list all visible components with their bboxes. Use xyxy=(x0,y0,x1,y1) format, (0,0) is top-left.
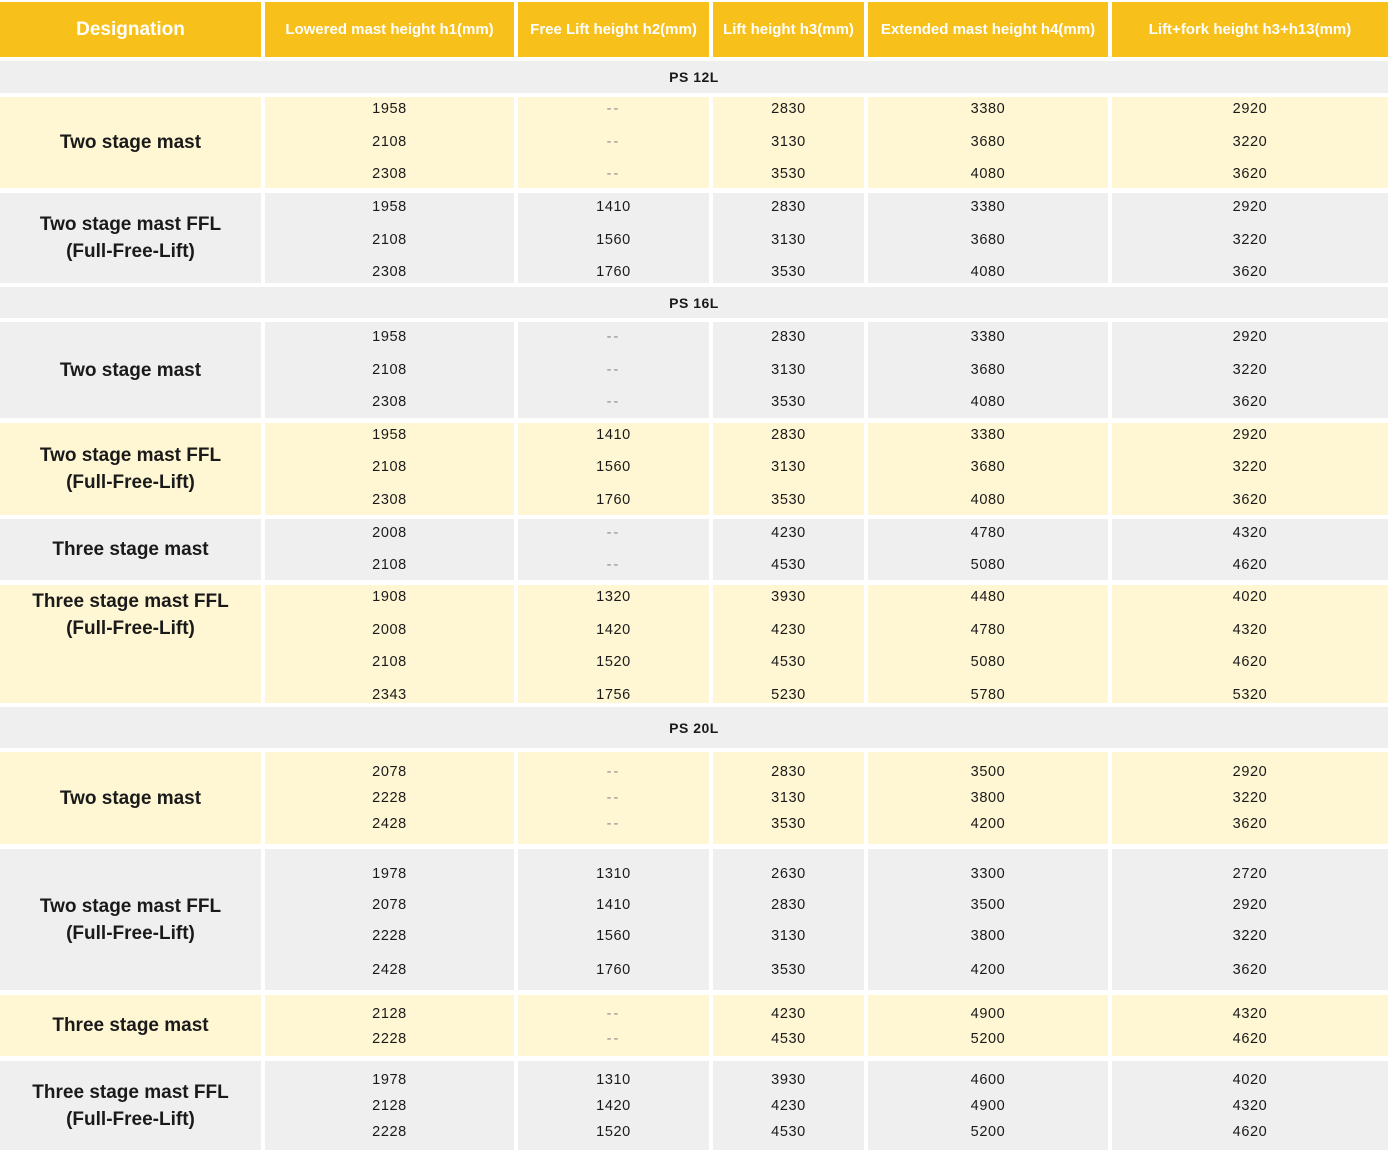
value-cell xyxy=(1112,1061,1388,1150)
cell-value: 1978 xyxy=(372,1072,407,1088)
cell-value: 5780 xyxy=(970,687,1006,703)
cell-value: 2630 xyxy=(771,866,806,882)
designation-cell xyxy=(0,849,261,990)
cell-value: 3500 xyxy=(970,764,1006,780)
column-header: Designation xyxy=(0,2,261,57)
cell-value: 2830 xyxy=(771,427,806,443)
value-cell xyxy=(868,97,1108,188)
cell-value: 1310 xyxy=(596,866,631,882)
cell-value: -- xyxy=(606,394,621,410)
cell-value: 2128 xyxy=(372,1098,407,1114)
cell-value: 3220 xyxy=(1232,232,1268,248)
cell-value: 4900 xyxy=(970,1098,1006,1114)
designation-cell xyxy=(0,423,261,515)
value-cell xyxy=(518,1061,709,1150)
designation-label: Two stage mast FFL (Full-Free-Lift) xyxy=(39,445,222,493)
cell-value: 3680 xyxy=(970,459,1006,475)
value-cell xyxy=(1112,995,1388,1056)
cell-value: 1958 xyxy=(372,101,407,117)
cell-value: 2228 xyxy=(372,928,407,944)
cell-value: 2720 xyxy=(1232,866,1268,882)
cell-value: 1560 xyxy=(596,928,631,944)
cell-value: 4200 xyxy=(970,962,1006,978)
cell-value: 1958 xyxy=(372,329,407,345)
cell-value: 2920 xyxy=(1232,101,1268,117)
cell-value: 3500 xyxy=(970,897,1006,913)
cell-value: 4530 xyxy=(771,1031,806,1047)
value-cell xyxy=(713,1061,864,1150)
cell-value: 3130 xyxy=(771,134,806,150)
cell-value: 3530 xyxy=(771,816,806,832)
cell-value: 1760 xyxy=(596,492,631,508)
cell-value: 1520 xyxy=(596,654,631,670)
designation-label: Two stage mast xyxy=(59,787,202,809)
value-cell xyxy=(1112,322,1388,418)
cell-value: 2830 xyxy=(771,329,806,345)
cell-value: 2428 xyxy=(372,962,407,978)
cell-value: 4530 xyxy=(771,1124,806,1140)
cell-value: 4320 xyxy=(1232,1098,1268,1114)
value-cell xyxy=(713,752,864,844)
cell-value: 1410 xyxy=(596,199,631,215)
cell-value: 2228 xyxy=(372,1124,407,1140)
designation-label: Three stage mast xyxy=(52,1015,209,1036)
designation-label: Two stage mast xyxy=(59,359,202,381)
cell-value: 2008 xyxy=(372,525,407,541)
cell-value: -- xyxy=(606,329,621,345)
value-cell xyxy=(265,193,514,283)
cell-value: 3530 xyxy=(771,394,806,410)
cell-value: 4230 xyxy=(771,525,806,541)
designation-cell xyxy=(0,995,261,1056)
cell-value: 3930 xyxy=(771,589,806,605)
value-cell xyxy=(868,519,1108,580)
cell-value: 2108 xyxy=(372,459,407,475)
cell-value: 3680 xyxy=(970,362,1006,378)
cell-value: 4200 xyxy=(970,816,1006,832)
cell-value: 1310 xyxy=(596,1072,631,1088)
value-cell xyxy=(1112,519,1388,580)
value-cell xyxy=(518,322,709,418)
value-cell xyxy=(713,995,864,1056)
cell-value: 4080 xyxy=(970,166,1006,182)
cell-value: 5080 xyxy=(970,557,1006,573)
cell-value: 3680 xyxy=(970,134,1006,150)
cell-value: -- xyxy=(606,134,621,150)
cell-value: 4230 xyxy=(771,1098,806,1114)
cell-value: 3530 xyxy=(771,264,806,280)
cell-value: 3300 xyxy=(970,866,1006,882)
value-cell xyxy=(1112,193,1388,283)
cell-value: 2108 xyxy=(372,134,407,150)
cell-value: 3620 xyxy=(1232,166,1268,182)
cell-value: 5200 xyxy=(970,1124,1006,1140)
cell-value: 4620 xyxy=(1232,1124,1268,1140)
cell-value: 1958 xyxy=(372,199,407,215)
cell-value: 3130 xyxy=(771,928,806,944)
value-cell xyxy=(868,585,1108,703)
cell-value: 2228 xyxy=(372,1031,407,1047)
value-cell xyxy=(265,519,514,580)
cell-value: 2128 xyxy=(372,1006,407,1022)
value-cell xyxy=(518,752,709,844)
cell-value: 3130 xyxy=(771,232,806,248)
cell-value: -- xyxy=(606,362,621,378)
cell-value: 1420 xyxy=(596,1098,631,1114)
cell-value: 4320 xyxy=(1232,1006,1268,1022)
value-cell xyxy=(713,423,864,515)
cell-value: 4320 xyxy=(1232,622,1268,638)
cell-value: -- xyxy=(606,790,621,806)
cell-value: 5200 xyxy=(970,1031,1006,1047)
cell-value: 5080 xyxy=(970,654,1006,670)
section-model-label: PS 16L xyxy=(0,287,1388,318)
value-cell xyxy=(713,193,864,283)
cell-value: 4320 xyxy=(1232,525,1268,541)
value-cell xyxy=(265,322,514,418)
cell-value: 2108 xyxy=(372,654,407,670)
cell-value: 1978 xyxy=(372,866,407,882)
cell-value: 1520 xyxy=(596,1124,631,1140)
value-cell xyxy=(868,995,1108,1056)
cell-value: 3620 xyxy=(1232,264,1268,280)
value-cell xyxy=(518,519,709,580)
cell-value: 4230 xyxy=(771,622,806,638)
designation-label: Two stage mast xyxy=(59,132,202,153)
cell-value: 2920 xyxy=(1232,329,1268,345)
value-cell xyxy=(265,849,514,990)
value-cell xyxy=(713,97,864,188)
cell-value: 3130 xyxy=(771,459,806,475)
cell-value: -- xyxy=(606,166,621,182)
value-cell xyxy=(518,193,709,283)
cell-value: 3130 xyxy=(771,790,806,806)
cell-value: 2830 xyxy=(771,897,806,913)
value-cell xyxy=(713,585,864,703)
cell-value: 3130 xyxy=(771,362,806,378)
value-cell xyxy=(265,423,514,515)
column-header: Lift height h3(mm) xyxy=(713,2,864,57)
value-cell xyxy=(518,995,709,1056)
cell-value: 2308 xyxy=(372,394,407,410)
cell-value: 3620 xyxy=(1232,816,1268,832)
value-cell xyxy=(1112,752,1388,844)
cell-value: 1760 xyxy=(596,962,631,978)
cell-value: 3800 xyxy=(970,928,1006,944)
designation-label: Three stage mast xyxy=(52,539,209,560)
value-cell xyxy=(868,423,1108,515)
cell-value: 4080 xyxy=(970,492,1006,508)
cell-value: 2920 xyxy=(1232,199,1268,215)
cell-value: 2228 xyxy=(372,790,407,806)
cell-value: 4900 xyxy=(970,1006,1006,1022)
cell-value: 4230 xyxy=(771,1006,806,1022)
cell-value: 3620 xyxy=(1232,394,1268,410)
designation-label: Three stage mast FFL (Full-Free-Lift) xyxy=(32,1081,229,1130)
cell-value: 4620 xyxy=(1232,557,1268,573)
cell-value: 1320 xyxy=(596,589,631,605)
value-cell xyxy=(868,193,1108,283)
value-cell xyxy=(265,585,514,703)
designation-label: Two stage mast FFL (Full-Free-Lift) xyxy=(39,895,222,944)
cell-value: 3380 xyxy=(970,329,1006,345)
cell-value: 2920 xyxy=(1232,897,1268,913)
value-cell xyxy=(713,849,864,990)
cell-value: 1958 xyxy=(372,427,407,443)
cell-value: 2830 xyxy=(771,101,806,117)
designation-cell xyxy=(0,97,261,188)
value-cell xyxy=(1112,849,1388,990)
value-cell xyxy=(868,752,1108,844)
cell-value: 4620 xyxy=(1232,1031,1268,1047)
cell-value: 3620 xyxy=(1232,492,1268,508)
designation-cell xyxy=(0,585,261,703)
designation-cell xyxy=(0,322,261,418)
designation-label: Three stage mast FFL (Full-Free-Lift) xyxy=(32,591,229,639)
cell-value: 4530 xyxy=(771,557,806,573)
cell-value: -- xyxy=(606,101,621,117)
cell-value: 3220 xyxy=(1232,459,1268,475)
cell-value: 3380 xyxy=(970,101,1006,117)
designation-label: Two stage mast FFL (Full-Free-Lift) xyxy=(39,214,222,262)
value-cell xyxy=(518,585,709,703)
value-cell xyxy=(518,849,709,990)
cell-value: 4020 xyxy=(1232,589,1268,605)
cell-value: 1410 xyxy=(596,897,631,913)
cell-value: -- xyxy=(606,525,621,541)
column-header: Free Lift height h2(mm) xyxy=(518,2,709,57)
cell-value: 4080 xyxy=(970,394,1006,410)
cell-value: 2830 xyxy=(771,764,806,780)
cell-value: 1420 xyxy=(596,622,631,638)
cell-value: 1908 xyxy=(372,589,407,605)
cell-value: 3220 xyxy=(1232,134,1268,150)
cell-value: 3530 xyxy=(771,962,806,978)
cell-value: 2078 xyxy=(372,764,407,780)
column-header: Lift+fork height h3+h13(mm) xyxy=(1112,2,1388,57)
cell-value: 5230 xyxy=(771,687,806,703)
designation-cell xyxy=(0,1061,261,1150)
cell-value: 2108 xyxy=(372,557,407,573)
cell-value: 1560 xyxy=(596,459,631,475)
cell-value: 3380 xyxy=(970,427,1006,443)
cell-value: 3930 xyxy=(771,1072,806,1088)
cell-value: 4480 xyxy=(970,589,1006,605)
cell-value: 4080 xyxy=(970,264,1006,280)
cell-value: 2920 xyxy=(1232,427,1268,443)
cell-value: -- xyxy=(606,816,621,832)
value-cell xyxy=(518,423,709,515)
value-cell xyxy=(868,322,1108,418)
designation-cell xyxy=(0,752,261,844)
value-cell xyxy=(868,849,1108,990)
cell-value: 2308 xyxy=(372,166,407,182)
cell-value: 1410 xyxy=(596,427,631,443)
cell-value: 2920 xyxy=(1232,764,1268,780)
cell-value: 3220 xyxy=(1232,790,1268,806)
cell-value: -- xyxy=(606,1031,621,1047)
cell-value: 3530 xyxy=(771,166,806,182)
value-cell xyxy=(265,752,514,844)
cell-value: 2008 xyxy=(372,622,407,638)
value-cell xyxy=(265,995,514,1056)
column-header: Extended mast height h4(mm) xyxy=(868,2,1108,57)
cell-value: 4780 xyxy=(970,525,1006,541)
value-cell xyxy=(1112,97,1388,188)
cell-value: 2308 xyxy=(372,264,407,280)
value-cell xyxy=(713,322,864,418)
cell-value: 3800 xyxy=(970,790,1006,806)
value-cell xyxy=(518,97,709,188)
section-model-label: PS 20L xyxy=(0,707,1388,748)
cell-value: 4020 xyxy=(1232,1072,1268,1088)
cell-value: 3220 xyxy=(1232,928,1268,944)
cell-value: 1760 xyxy=(596,264,631,280)
value-cell xyxy=(1112,423,1388,515)
column-header: Lowered mast height h1(mm) xyxy=(265,2,514,57)
value-cell xyxy=(265,1061,514,1150)
value-cell xyxy=(265,97,514,188)
cell-value: 2108 xyxy=(372,362,407,378)
designation-cell xyxy=(0,193,261,283)
cell-value: 2308 xyxy=(372,492,407,508)
cell-value: -- xyxy=(606,764,621,780)
cell-value: 2108 xyxy=(372,232,407,248)
cell-value: 4780 xyxy=(970,622,1006,638)
cell-value: 4600 xyxy=(970,1072,1006,1088)
cell-value: 3620 xyxy=(1232,962,1268,978)
cell-value: 5320 xyxy=(1232,687,1268,703)
cell-value: 4620 xyxy=(1232,654,1268,670)
value-cell xyxy=(868,1061,1108,1150)
cell-value: 3680 xyxy=(970,232,1006,248)
cell-value: 2078 xyxy=(372,897,407,913)
cell-value: 2428 xyxy=(372,816,407,832)
cell-value: 2343 xyxy=(372,687,407,703)
section-model-label: PS 12L xyxy=(0,61,1388,93)
cell-value: 1756 xyxy=(596,687,631,703)
value-cell xyxy=(713,519,864,580)
cell-value: -- xyxy=(606,1006,621,1022)
cell-value: 4530 xyxy=(771,654,806,670)
cell-value: 3380 xyxy=(970,199,1006,215)
cell-value: 3530 xyxy=(771,492,806,508)
designation-cell xyxy=(0,519,261,580)
value-cell xyxy=(1112,585,1388,703)
cell-value: 2830 xyxy=(771,199,806,215)
cell-value: 3220 xyxy=(1232,362,1268,378)
cell-value: 1560 xyxy=(596,232,631,248)
cell-value: -- xyxy=(606,557,621,573)
